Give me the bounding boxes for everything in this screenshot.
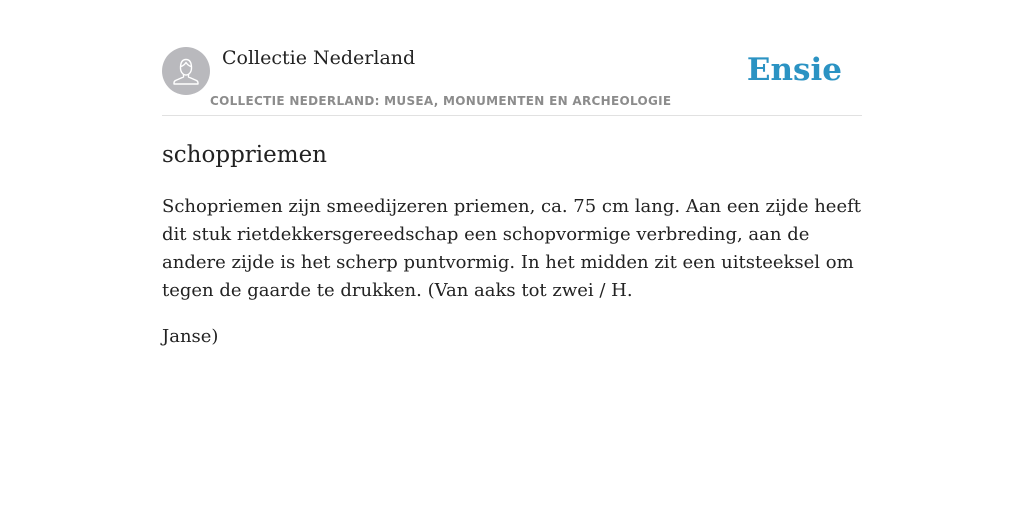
- author-header: [162, 0, 862, 116]
- user-icon: [162, 47, 210, 95]
- entry-title: schoppriemen: [162, 142, 327, 168]
- entry-paragraph: Janse): [162, 326, 219, 347]
- author-name[interactable]: Collectie Nederland: [222, 47, 416, 69]
- page-content: [162, 0, 862, 512]
- ensie-logo[interactable]: Ensie: [746, 52, 842, 88]
- entry-paragraph: Schopriemen zijn smeedijzeren priemen, ca. 75 cm lang. Aan een zijde heeft dit stuk rietdekkersgereedschap een schopvormige verbreding, aan de andere zijde is het scherp puntvormig. In het midden zit een uitsteeksel om tegen de gaarde te drukken. (Van aaks tot zwei / H.: [162, 196, 861, 301]
- avatar[interactable]: [162, 47, 210, 95]
- author-subtitle: COLLECTIE NEDERLAND: MUSEA, MONUMENTEN EN ARCHEOLOGIE: [210, 94, 672, 108]
